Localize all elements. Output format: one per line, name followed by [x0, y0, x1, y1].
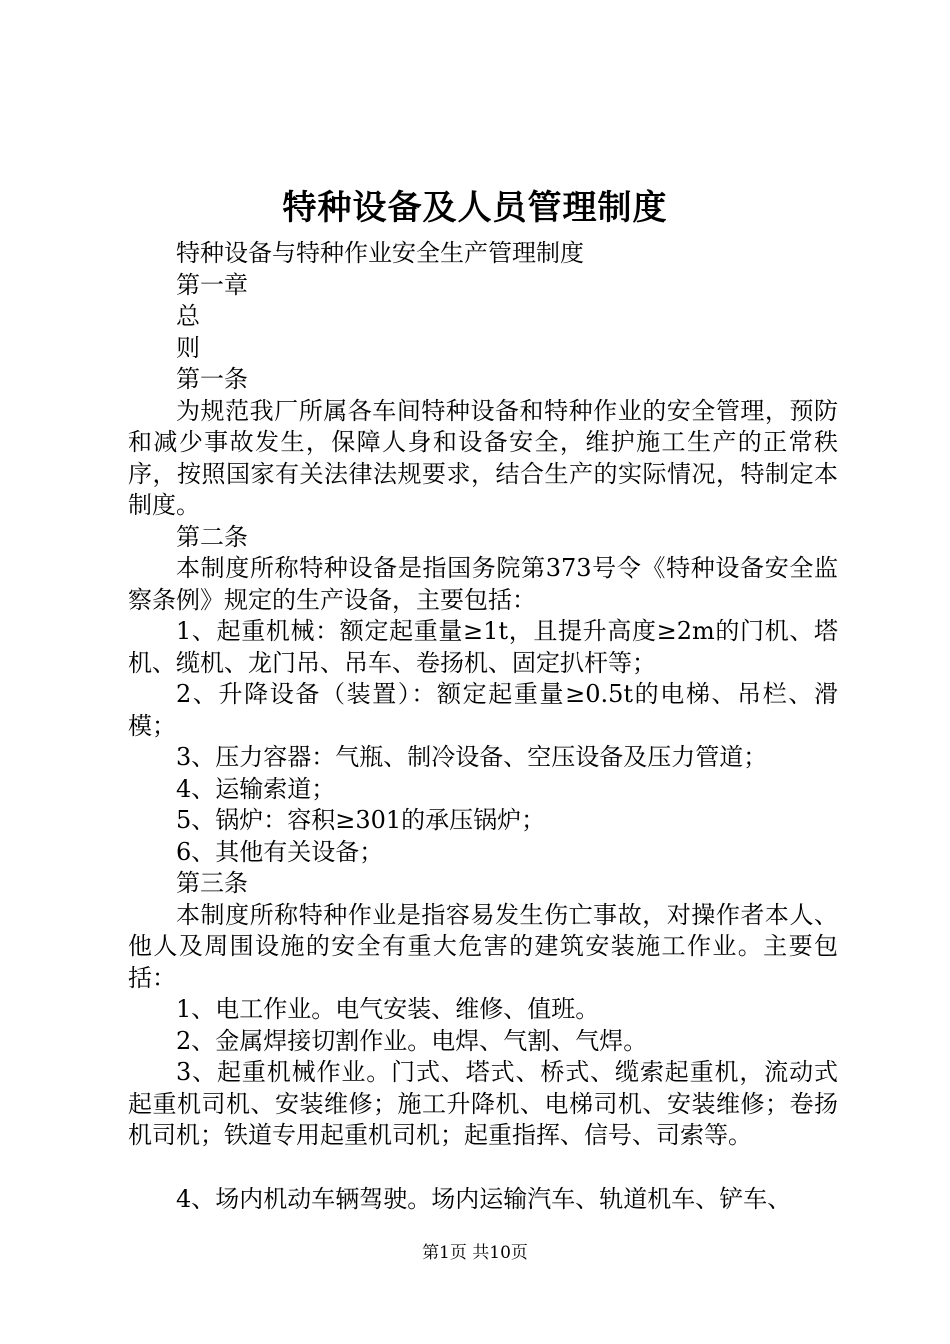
document-body — [128, 238, 838, 1215]
list-item: 5、锅炉：容积≥301的承压锅炉； — [176, 806, 546, 834]
list-item: 2、金属焊接切割作业。电焊、气割、气焊。 — [176, 1026, 648, 1055]
list-item: 1、起重机械：额定起重量≥1t，且提升高度≥2m的门机、塔机、缆机、龙门吊、吊车、卷扬机、固定扒杆等； — [128, 617, 838, 677]
chapter-title-part: 则 — [176, 333, 200, 362]
list-item: 4、运输索道； — [176, 774, 336, 803]
page-footer: 第1页 共10页 — [422, 1243, 528, 1263]
list-item: 1、电工作业。电气安装、维修、值班。 — [176, 995, 600, 1023]
article-heading: 第一条 — [176, 365, 248, 393]
document-title: 特种设备及人员管理制度 — [282, 188, 668, 228]
list-item: 4、场内机动车辆驾驶。场内运输汽车、轨道机车、铲车、 — [176, 1184, 792, 1213]
paragraph-gap — [128, 1152, 838, 1184]
list-item: 3、起重机械作业。门式、塔式、桥式、缆索起重机，流动式起重机司机、安装维修；施工升降机、电梯司机、安装维修；卷扬机司机；铁道专用起重机司机；起重指挥、信号、司索等。 — [128, 1058, 838, 1149]
chapter-title-part: 总 — [176, 302, 200, 330]
list-item: 2、升降设备（装置）：额定起重量≥0.5t的电梯、吊栏、滑模； — [128, 680, 838, 740]
article-heading: 第三条 — [176, 869, 248, 897]
paragraph: 本制度所称特种设备是指国务院第373号令《特种设备安全监察条例》规定的生产设备，主要包括： — [128, 554, 838, 614]
list-item: 6、其他有关设备； — [176, 837, 384, 866]
chapter-heading: 第一章 — [176, 270, 248, 299]
paragraph: 本制度所称特种作业是指容易发生伤亡事故，对操作者本人、他人及周围设施的安全有重大危害的建筑安装施工作业。主要包括： — [128, 900, 838, 992]
list-item: 3、压力容器：气瓶、制冷设备、空压设备及压力管道； — [176, 743, 768, 771]
paragraph: 特种设备与特种作业安全生产管理制度 — [176, 239, 584, 267]
paragraph: 为规范我厂所属各车间特种设备和特种作业的安全管理，预防和减少事故发生，保障人身和设备安全，维护施工生产的正常秩序，按照国家有关法律法规要求，结合生产的实际情况，特制定本制度。 — [128, 396, 838, 519]
article-heading: 第二条 — [176, 522, 248, 551]
